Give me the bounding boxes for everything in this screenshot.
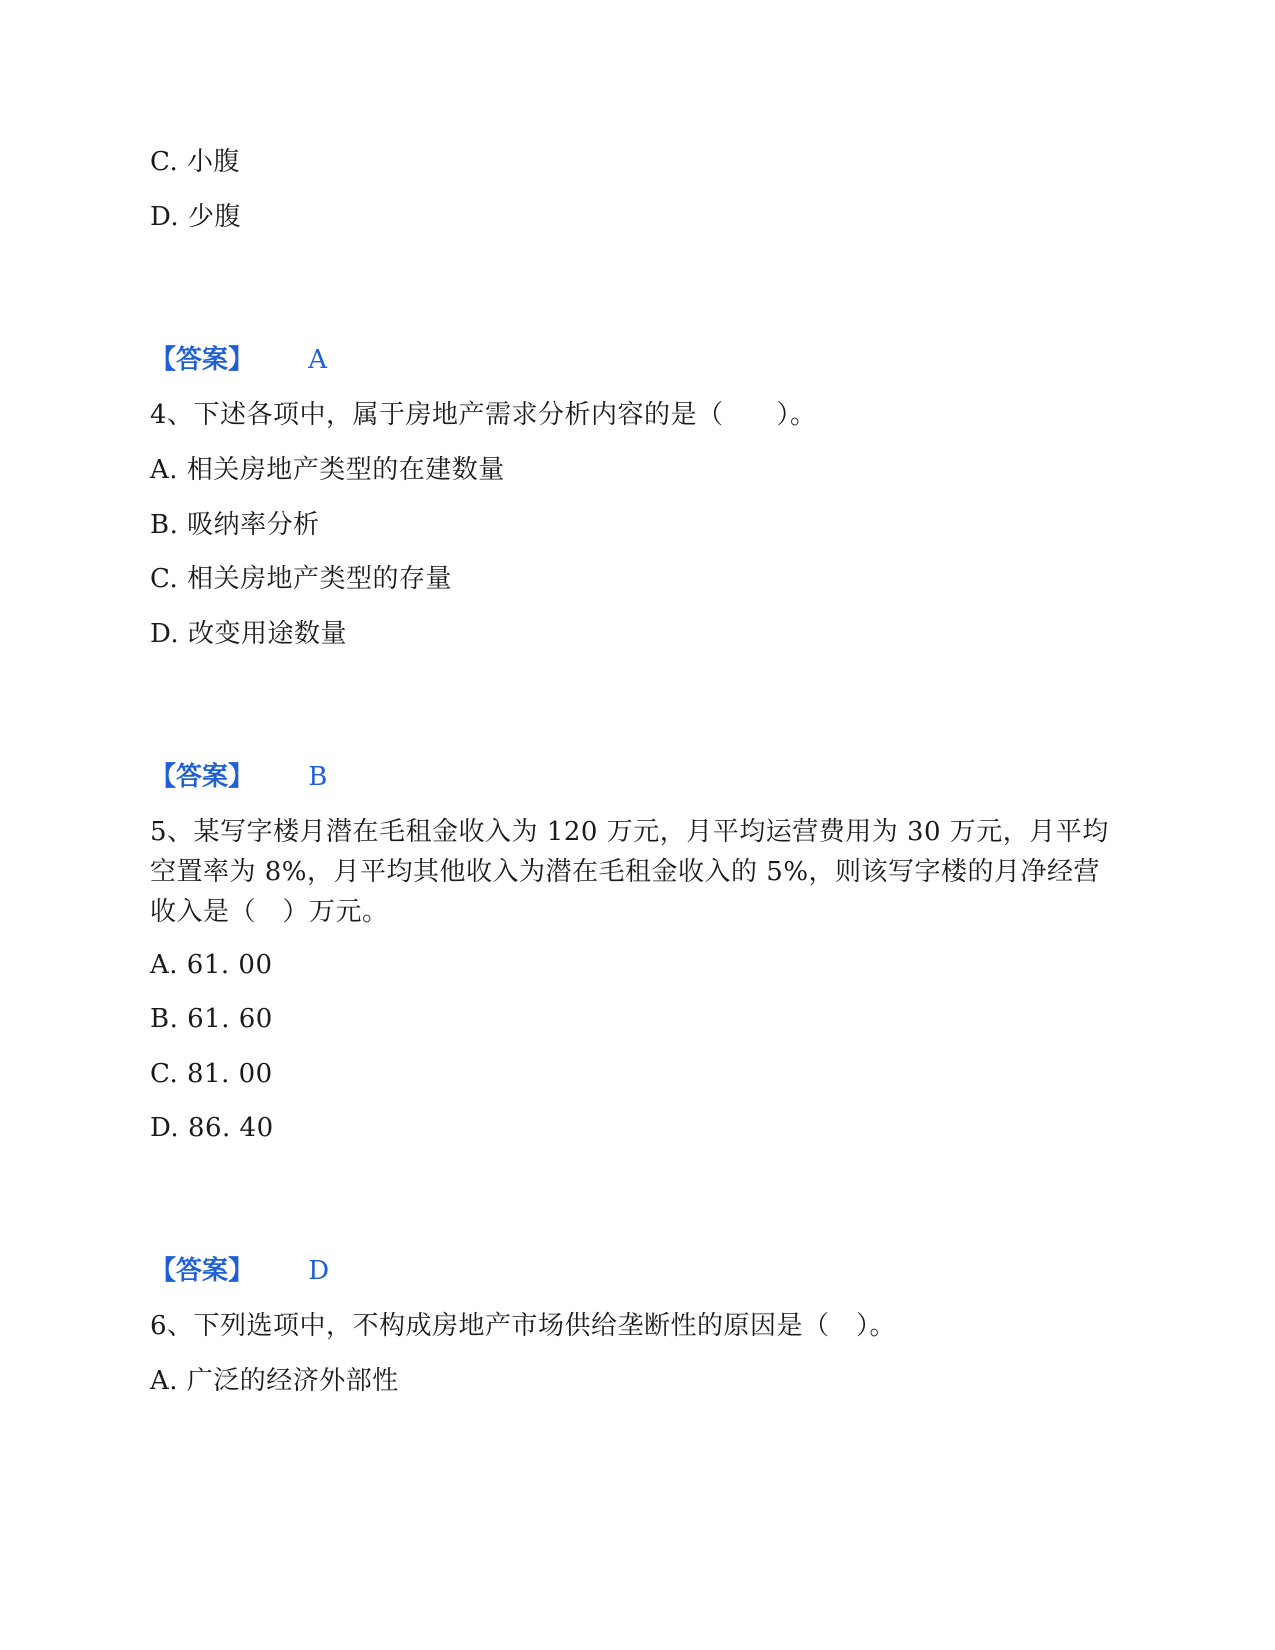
answer-label: 【答案】 [150,762,255,792]
q3-option-c: C. 小腹 [150,147,240,177]
q3-option-d: D. 少腹 [150,202,241,232]
answer-value: A [308,345,328,375]
q5-option-c: C. 81. 00 [150,1059,273,1089]
answer-label: 【答案】 [150,345,255,375]
q3-answer-row [150,345,327,375]
q5-option-d: D. 86. 40 [150,1113,274,1143]
q5-option-b: B. 61. 60 [150,1004,273,1034]
q6-option-a: A. 广泛的经济外部性 [150,1366,399,1396]
answer-value: D [308,1256,330,1286]
q5-stem: 5、某写字楼月潜在毛租金收入为 120 万元，月平均运营费用为 30 万元，月平均空置率为 8%，月平均其他收入为潜在毛租金收入的 5%，则该写字楼的月净经营收入是（ ）万元。 [150,817,1109,927]
q5-answer-row [150,1256,329,1286]
answer-label: 【答案】 [150,1256,255,1286]
answer-value: B [308,762,328,792]
q4-option-c: C. 相关房地产类型的存量 [150,564,452,594]
q6-stem: 6、下列选项中，不构成房地产市场供给垄断性的原因是（ ）。 [150,1311,897,1341]
q4-option-d: D. 改变用途数量 [150,619,347,649]
q5-option-a: A. 61. 00 [150,950,273,980]
q4-option-a: A. 相关房地产类型的在建数量 [150,455,505,485]
q4-option-b: B. 吸纳率分析 [150,510,320,540]
q4-stem: 4、下述各项中，属于房地产需求分析内容的是（ ）。 [150,400,817,430]
q4-answer-row [150,762,327,792]
